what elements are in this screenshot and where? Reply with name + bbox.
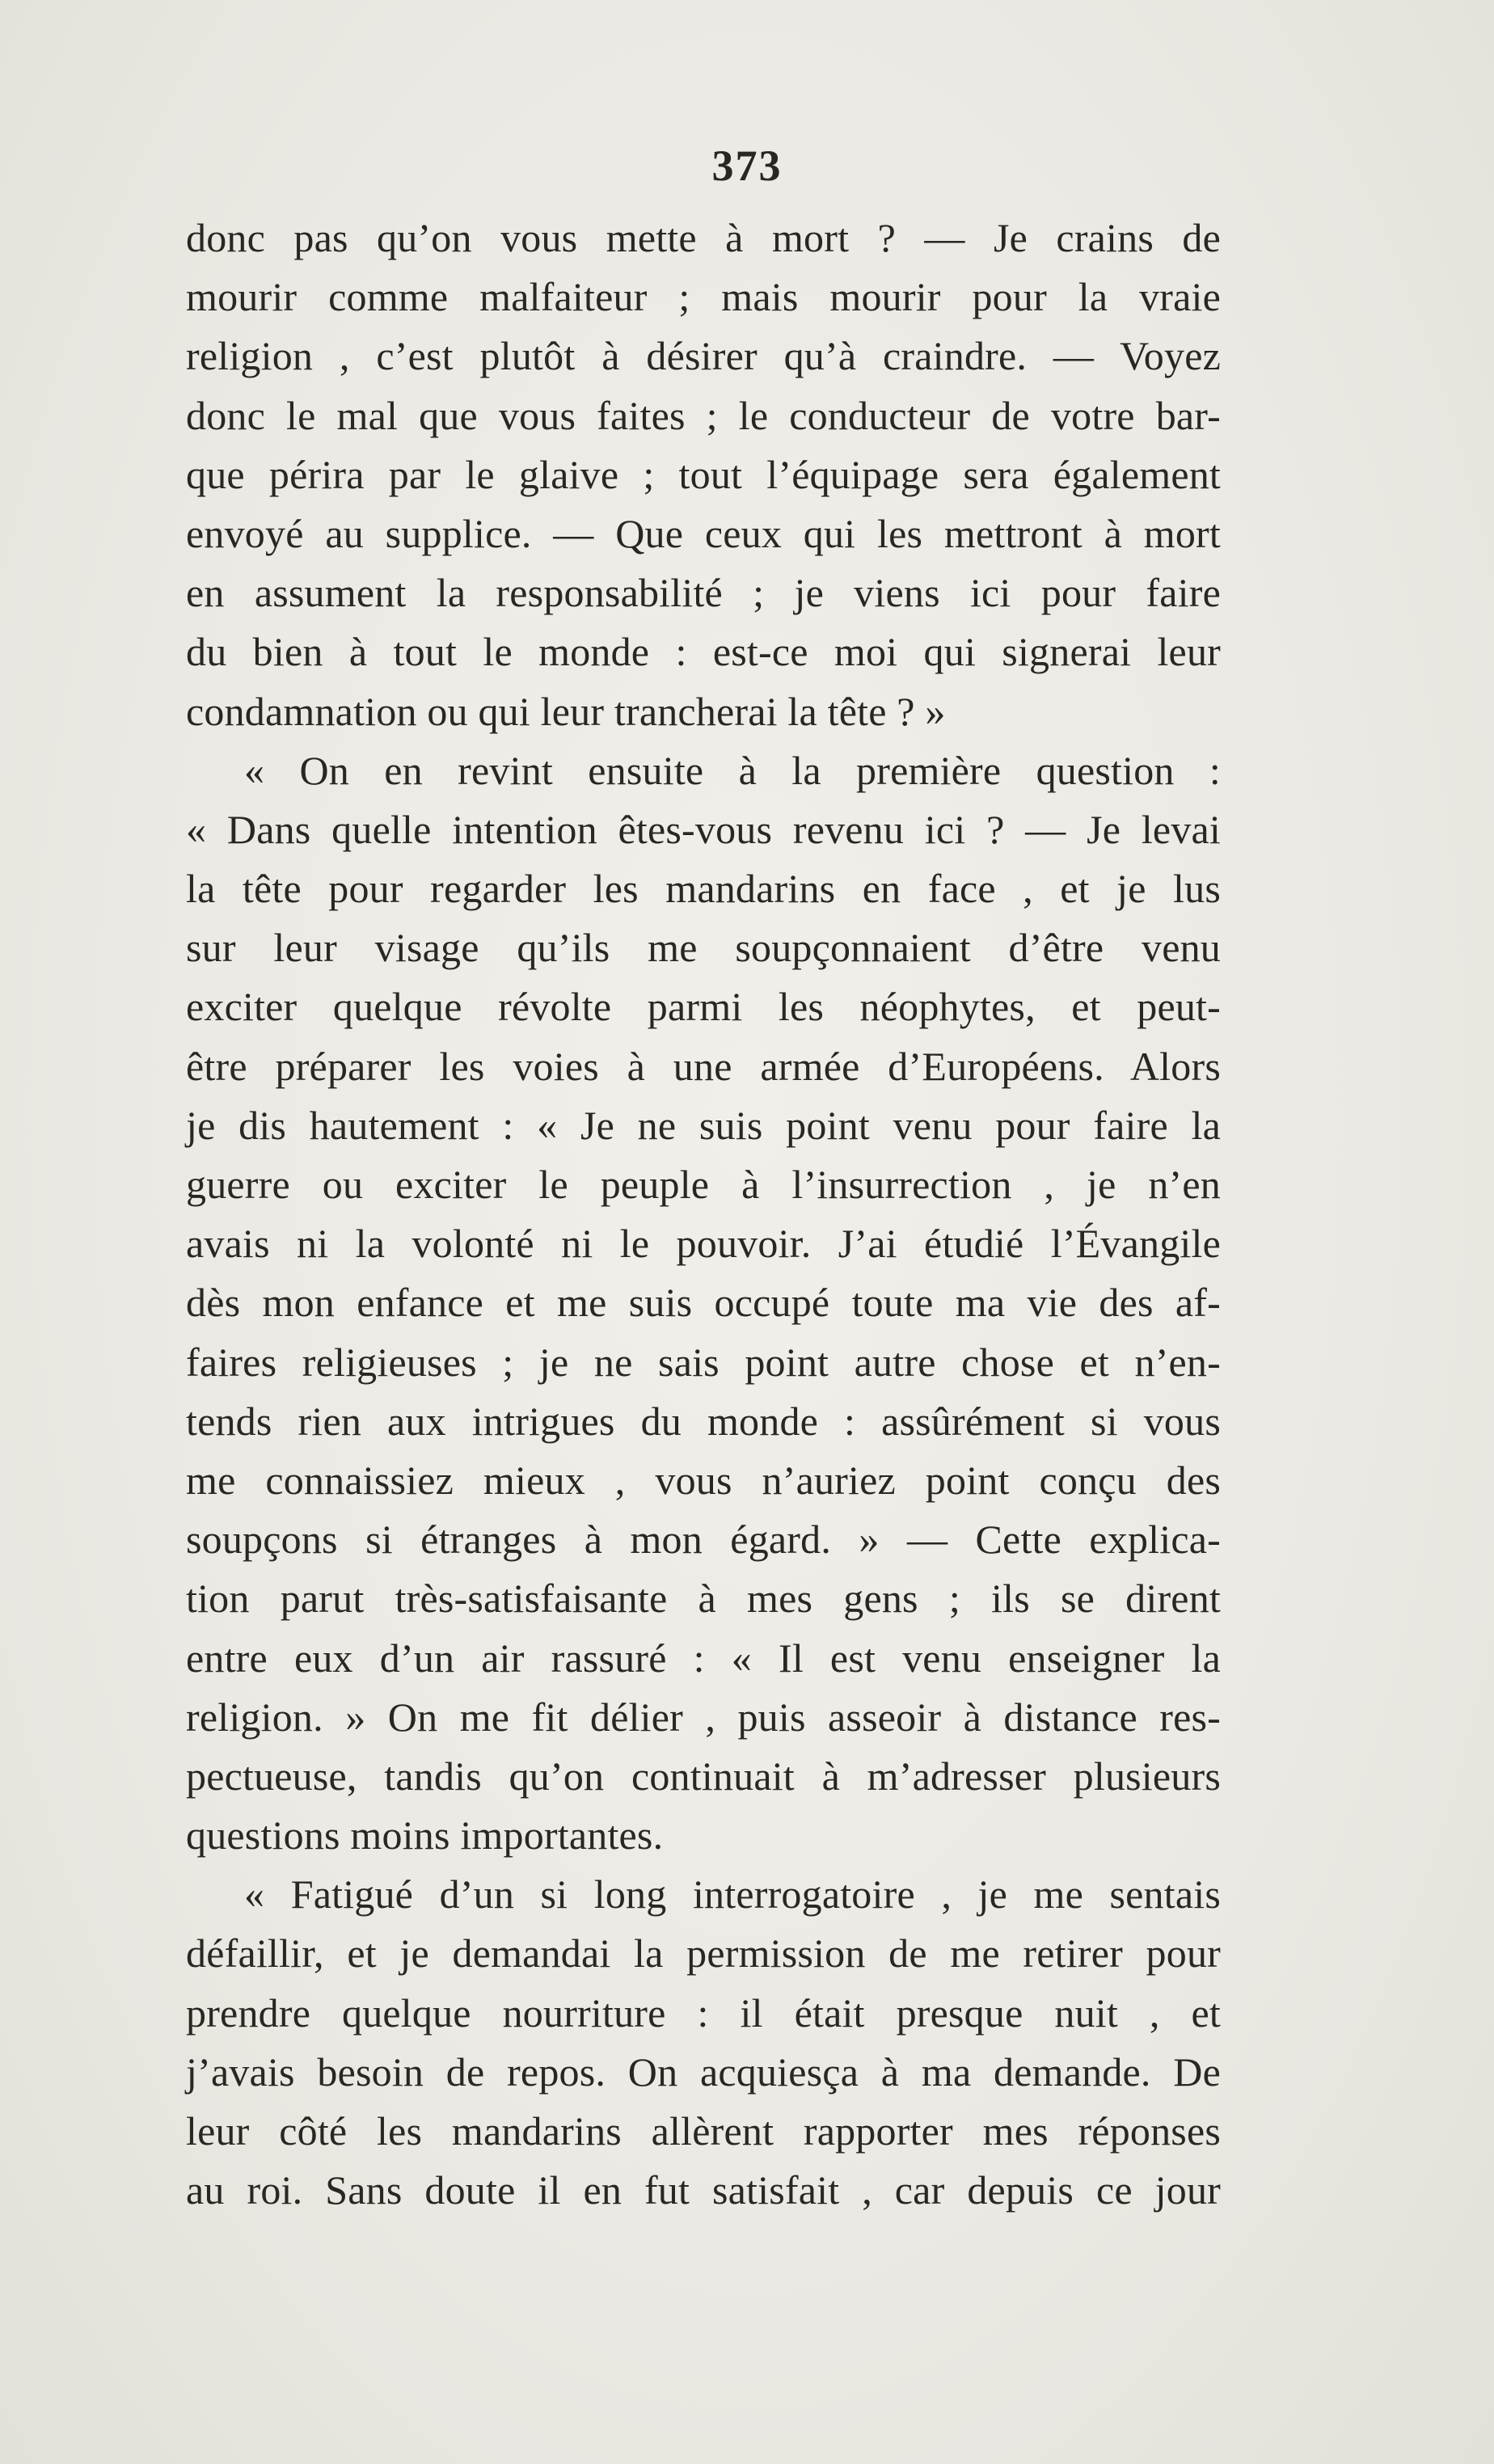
body-text [186, 209, 1221, 2220]
text-line: que périra par le glaive ; tout l’équipage sera également [186, 451, 1221, 497]
page-number: 373 [711, 141, 783, 190]
text-line: « On en revint ensuite à la première question : [244, 747, 1221, 793]
text-line: « Fatigué d’un si long interrogatoire , je me sentais [244, 1871, 1221, 1918]
text-line: j’avais besoin de repos. On acquiesça à ma demande. De [186, 2048, 1221, 2095]
text-line: faires religieuses ; je ne sais point autre chose et n’en- [186, 1339, 1221, 1385]
text-line: exciter quelque révolte parmi les néophytes, et peut- [186, 984, 1221, 1030]
text-line: je dis hautement : « Je ne suis point venu pour faire la [186, 1102, 1221, 1148]
text-line: être préparer les voies à une armée d’Européens. Alors [186, 1043, 1221, 1089]
text-line: soupçons si étranges à mon égard. » — Cette explica- [186, 1517, 1221, 1563]
text-line: défaillir, et je demandai la permission de me retirer pour [186, 1930, 1221, 1977]
text-line: tends rien aux intrigues du monde : assûrément si vous [186, 1398, 1221, 1444]
text-line: pectueuse, tandis qu’on continuait à m’adresser plusieurs [186, 1753, 1221, 1799]
text-line: religion. » On me fit délier , puis asseoir à distance res- [186, 1694, 1221, 1740]
text-line: prendre quelque nourriture : il était presque nuit , et [186, 1989, 1221, 2036]
text-line: religion , c’est plutôt à désirer qu’à craindre. — Voyez [186, 333, 1221, 379]
text-line: « Dans quelle intention êtes-vous revenu ici ? — Je levai [186, 806, 1221, 852]
text-line: entre eux d’un air rassuré : « Il est venu enseigner la [186, 1635, 1221, 1681]
text-line: condamnation ou qui leur trancherai la tête ? » [186, 688, 946, 734]
text-line: dès mon enfance et me suis occupé toute ma vie des af- [186, 1280, 1221, 1326]
text-line: en assument la responsabilité ; je viens ici pour faire [186, 570, 1221, 616]
text-line: la tête pour regarder les mandarins en face , et je lus [186, 866, 1221, 912]
text-line: envoyé au supplice. — Que ceux qui les mettront à mort [186, 510, 1221, 556]
text-line: tion parut très-satisfaisante à mes gens ; ils se dirent [186, 1576, 1221, 1622]
text-line: sur leur visage qu’ils me soupçonnaient d’être venu [186, 925, 1221, 971]
text-line: leur côté les mandarins allèrent rapporter mes réponses [186, 2108, 1221, 2154]
text-line: du bien à tout le monde : est-ce moi qui signerai leur [186, 629, 1221, 675]
text-line: donc pas qu’on vous mette à mort ? — Je crains de [186, 215, 1221, 260]
text-line: donc le mal que vous faites ; le conducteur de votre bar- [186, 392, 1221, 438]
text-line: au roi. Sans doute il en fut satisfait , car depuis ce jour [186, 2167, 1221, 2213]
text-line: questions moins importantes. [186, 1812, 664, 1859]
text-line: avais ni la volonté ni le pouvoir. J’ai étudié l’Évangile [186, 1221, 1221, 1267]
text-line: guerre ou exciter le peuple à l’insurrection , je n’en [186, 1162, 1221, 1207]
text-line: me connaissiez mieux , vous n’auriez point conçu des [186, 1457, 1221, 1503]
text-line: mourir comme malfaiteur ; mais mourir pour la vraie [186, 274, 1221, 320]
